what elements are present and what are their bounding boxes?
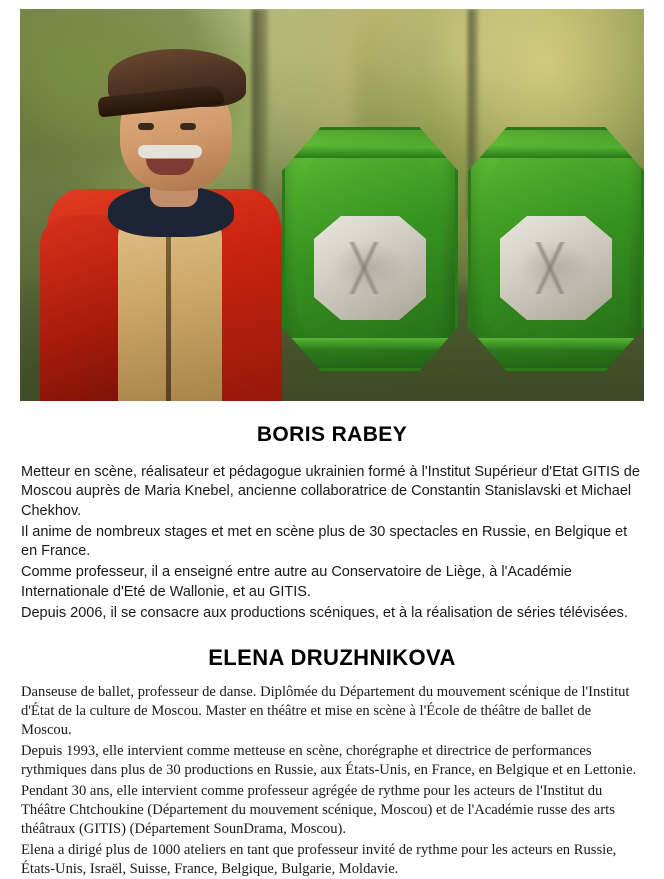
person-left-arm [40,215,120,401]
bio-paragraph: Il anime de nombreux stages et met en scène plus de 30 spectacles en Russie, en Belgique et en France. [21,523,628,560]
bio-paragraph: Pendant 30 ans, elle intervient comme professeur agrégée de rythme pour les acteurs de l'Institut du Théâtre Chtchoukine (Département du mouvement scénique, Moscou) et de l'Académie russe des arts théâtraux (GITIS) (Département SounDrama, Moscou). [21,783,615,838]
gate-rail-top [285,146,455,158]
person-eye-right [180,123,196,130]
section-title-elena-druzhnikova: ELENA DRUZHNIKOVA [208,645,456,671]
gate-panel-left [282,127,458,371]
gate-medallion [314,216,426,320]
bio-paragraph: Depuis 1993, elle intervient comme metteuse en scène, chorégraphe et directrice de performances rythmiques dans plus de 30 productions en Russie, aux États-Unis, en France, en Belgique et en Lettonie. [21,743,637,779]
bio-paragraph: Danseuse de ballet, professeur de danse. Diplômée du Département du mouvement scénique de l'Institut d'État de la culture de Moscou. Master en théâtre et mise en scène à l'École de théâtre de ballet de Moscou. [21,684,630,739]
bio-paragraph: Depuis 2006, il se consacre aux productions scéniques, et à la réalisation de séries télévisées. [21,604,628,621]
gate-medallion [500,216,612,320]
person-vest-zipper [166,223,171,401]
bio-paragraph: Metteur en scène, réalisateur et pédagogue ukrainien formé à l'Institut Supérieur d'Etat GITIS de Moscou auprès de Maria Knebel, ancienne collaboratrice de Constantin Stanislavski et Michael Chekhov. [21,464,640,519]
document-page [0,9,664,875]
section-title-boris-rabey: BORIS RABEY [256,423,408,446]
person-eye-left [138,123,154,130]
gate-medallion-glyph [332,242,408,294]
gate-medallion-glyph [518,242,594,294]
bio-paragraph: Elena a dirigé plus de 1000 ateliers en tant que professeur invité de rythme pour les acteurs en Russie, États-Unis, Israël, Suisse, France, Belgique, Bulgarie, Moldavie. [21,842,617,877]
photo-green-gate [282,127,644,401]
gate-rail-top [471,146,641,158]
bio-paragraph: Comme professeur, il a enseigné entre autre au Conservatoire de Liège, à l'Académie Internationale d'Eté de Wallonie, et au GITIS. [21,564,572,600]
bio-boris-rabey [21,463,643,623]
gate-panel-right [468,127,644,371]
gate-rail-bottom [285,338,455,350]
portrait-photo [20,9,644,401]
person-mustache [138,145,202,158]
gate-rail-bottom [471,338,641,350]
bio-elena-druzhnikova [21,683,643,879]
photo-person [46,39,296,401]
